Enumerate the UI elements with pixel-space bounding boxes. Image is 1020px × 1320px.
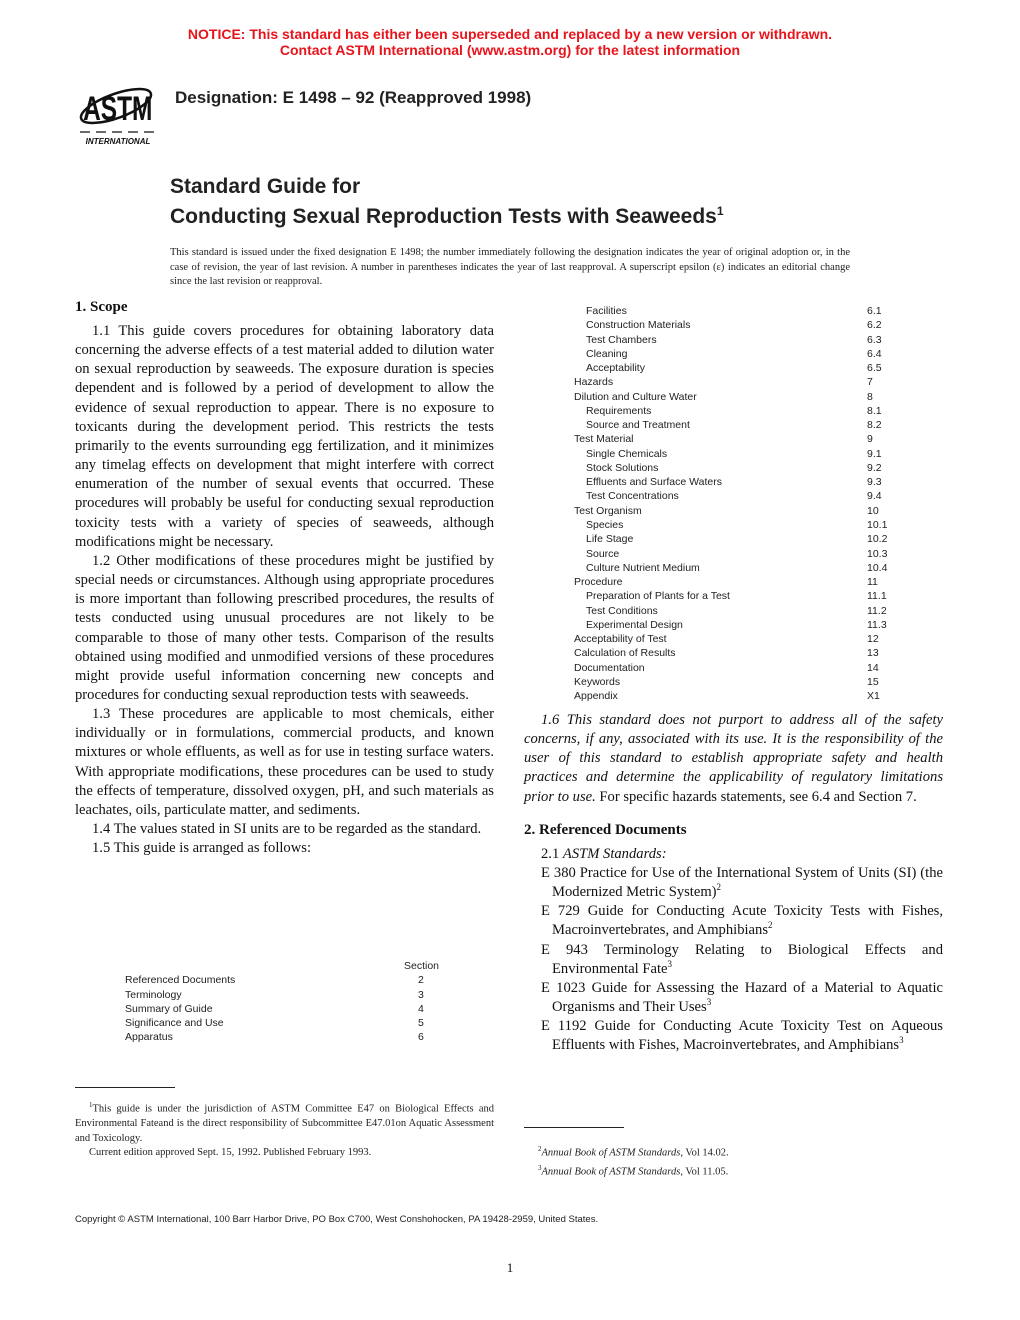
- toc-row: [574, 333, 894, 347]
- footnote-1-text: This guide is under the jurisdiction of ASTM Committee E47 on Biological Effects and Environmental Fateand is the direct responsibility of Subcommittee E47.01on Aquatic Assessment and Toxicology.: [75, 1103, 494, 1144]
- notice-line-1: NOTICE: This standard has either been superseded and replaced by a new version or withdrawn.: [187, 26, 833, 42]
- para-1-1: 1.1 This guide covers procedures for obtaining laboratory data concerning the adverse effects of a test material added to dilution water on sexual reproduction by seaweeds. The exposure duration is species dependent and is followed by a period of development to allow the evidence of sexual reproduction to appear. There is no exposure to toxicants during the development period. This restricts the tests primarily to the events surrounding egg fertilization, and it minimizes any timelag effects on development that might interfere with correct enumeration of the number of sexual events that occurred. These procedures will probably be useful for conducting sexual reproduction toxicity tests with a variety of species of seaweeds, although modifications might be necessary.: [75, 323, 494, 550]
- toc-label: Experimental Design: [586, 618, 683, 631]
- notice-line-2: Contact ASTM International (www.astm.org) for the latest information: [279, 42, 741, 58]
- sub-title: ASTM Standards:: [562, 845, 667, 862]
- toc-row: [125, 988, 445, 1002]
- toc-label: Preparation of Plants for a Test: [586, 590, 730, 603]
- toc-row: [574, 575, 894, 589]
- sub-number: 2.1: [541, 845, 560, 862]
- toc-section-number: 3: [418, 988, 424, 1001]
- footnote-1-edition: Current edition approved Sept. 15, 1992. Published February 1993.: [89, 1147, 372, 1158]
- reference-text: E 729 Guide for Conducting Acute Toxicity Tests with Fishes, Macroinvertebrates, and Amphibians: [541, 903, 943, 939]
- toc-row: [574, 418, 894, 432]
- toc-row: [574, 589, 894, 603]
- svg-text:ASTM: ASTM: [83, 90, 153, 129]
- toc-row: [125, 1030, 445, 1044]
- footnote-marker: 1: [89, 1101, 93, 1109]
- toc-section-number: 9.3: [867, 476, 882, 489]
- toc-label: Dilution and Culture Water: [574, 390, 697, 403]
- toc-section-number: 2: [418, 974, 424, 987]
- copyright: Copyright © ASTM International, 100 Barr Harbor Drive, PO Box C700, West Conshohocken, PA 19428-2959, United States.: [75, 1214, 599, 1225]
- scope-heading: 1. Scope: [75, 299, 128, 315]
- toc-label: Requirements: [586, 404, 652, 417]
- toc-section-number: 10.4: [867, 561, 888, 574]
- footnote-2-title: Annual Book of ASTM Standards: [541, 1147, 681, 1159]
- references-heading: 2. Referenced Documents: [524, 821, 687, 838]
- toc-label: Keywords: [574, 675, 621, 688]
- issuance-note: This standard is issued under the fixed designation E 1498; the number immediately following the designation indicates the year of original adoption or, in the case of revision, the year of last revision. A number in parentheses indicates the year of last reapproval. A superscript epsilon (ε) indicates an editorial change since the last revision or reapproval.: [170, 247, 850, 287]
- toc-label: Species: [586, 518, 624, 531]
- toc-label: Life Stage: [586, 533, 634, 546]
- designation: Designation: E 1498 – 92 (Reapproved 1998): [175, 88, 532, 107]
- toc-label: Acceptability: [586, 362, 645, 375]
- toc-section-number: 8.2: [867, 419, 882, 432]
- toc-row: [574, 461, 894, 475]
- toc-label: Single Chemicals: [586, 447, 668, 460]
- reference-footnote-ref[interactable]: 3: [667, 958, 673, 969]
- toc-label: Test Organism: [574, 504, 642, 517]
- toc-section-number: 9.2: [867, 461, 882, 474]
- toc-row: [125, 1016, 445, 1030]
- toc-row: [574, 604, 894, 618]
- references-subheading: [524, 845, 943, 864]
- footnote-1: [75, 1098, 494, 1161]
- toc-section-number: 6.1: [867, 305, 882, 317]
- toc-label: Test Chambers: [586, 333, 657, 346]
- toc-section-number: 10.3: [867, 547, 888, 560]
- toc-section-header: Section: [404, 960, 440, 972]
- toc-right: [574, 304, 894, 703]
- toc-label: Source and Treatment: [586, 419, 690, 432]
- footnote-2-vol: , Vol 14.02.: [680, 1147, 729, 1159]
- reference-item: [524, 979, 943, 1017]
- toc-label: Source: [586, 547, 620, 560]
- footnote-rule: [75, 1087, 175, 1088]
- footnote-2-marker: 2: [538, 1145, 542, 1153]
- toc-section-number: 7: [867, 376, 873, 389]
- toc-label: Terminology: [125, 988, 182, 1001]
- toc-row: [574, 561, 894, 575]
- toc-row: [574, 547, 894, 561]
- toc-section-number: 4: [418, 1002, 424, 1015]
- toc-label: Apparatus: [125, 1031, 173, 1044]
- toc-row: [574, 618, 894, 632]
- toc-row: [574, 675, 894, 689]
- reference-item: [524, 902, 943, 940]
- toc-row: [574, 632, 894, 646]
- reference-text: E 1192 Guide for Conducting Acute Toxicity Test on Aqueous Effluents with Fishes, Macroinvertebrates, and Amphibians: [541, 1018, 943, 1054]
- toc-row: [574, 646, 894, 660]
- toc-section-number: 11.3: [867, 618, 887, 631]
- reference-footnote-ref[interactable]: 2: [768, 920, 773, 931]
- toc-section-number: 11.1: [867, 590, 887, 603]
- toc-row: [574, 404, 894, 418]
- toc-row: [574, 432, 894, 446]
- toc-section-number: 6.3: [867, 333, 882, 346]
- toc-label: Referenced Documents: [125, 974, 236, 987]
- toc-row: [574, 347, 894, 361]
- toc-label: Calculation of Results: [574, 647, 676, 660]
- toc-row: [125, 1002, 445, 1016]
- reference-item: [524, 1017, 943, 1055]
- toc-section-number: 9: [867, 433, 873, 446]
- toc-label: Construction Materials: [586, 319, 691, 332]
- toc-section-number: 10.1: [867, 518, 888, 531]
- reference-footnote-ref[interactable]: 3: [899, 1035, 904, 1046]
- toc-row: [574, 661, 894, 675]
- toc-section-number: 11.2: [867, 604, 887, 617]
- title-line-1: Standard Guide for: [170, 175, 361, 198]
- toc-label: Appendix: [574, 690, 618, 703]
- reference-text: E 380 Practice for Use of the International System of Units (SI) (the Modernized Metric System): [541, 864, 943, 901]
- toc-label: Effluents and Surface Waters: [586, 476, 722, 489]
- toc-section-number: 10.2: [867, 533, 888, 546]
- toc-label: Acceptability of Test: [574, 633, 667, 646]
- toc-section-number: 6: [418, 1031, 424, 1044]
- reference-text: E 1023 Guide for Assessing the Hazard of a Material to Aquatic Organisms and Their Uses: [541, 979, 943, 1016]
- toc-section-number: 8: [867, 390, 873, 403]
- toc-label: Summary of Guide: [125, 1002, 213, 1015]
- left-column: [75, 298, 494, 858]
- para-1-6: [524, 711, 943, 807]
- footnote-3-vol: , Vol 11.05.: [680, 1166, 729, 1178]
- toc-label: Hazards: [574, 376, 614, 389]
- title-line-2: Conducting Sexual Reproduction Tests with Seaweeds: [170, 205, 717, 228]
- toc-section-number: 14: [867, 661, 879, 674]
- toc-section-number: 6.4: [867, 347, 882, 360]
- toc-label: Procedure: [574, 576, 623, 589]
- toc-section-number: 5: [418, 1017, 424, 1030]
- toc-row: [574, 504, 894, 518]
- toc-row: [574, 318, 894, 332]
- reference-item: [524, 864, 943, 902]
- title-footnote-ref[interactable]: 1: [716, 204, 724, 218]
- toc-row: [574, 390, 894, 404]
- footnote-rule-2: [524, 1127, 624, 1128]
- toc-label: Significance and Use: [125, 1017, 224, 1030]
- document-title: [170, 174, 724, 229]
- toc-section-number: 15: [867, 675, 879, 688]
- toc-row: [574, 475, 894, 489]
- toc-label: Stock Solutions: [586, 461, 659, 474]
- toc-row: [574, 375, 894, 389]
- toc-left: [125, 959, 445, 1045]
- para-1-4: 1.4 The values stated in SI units are to be regarded as the standard.: [92, 821, 482, 838]
- page-number: 1: [506, 1260, 514, 1275]
- toc-section-number: 12: [867, 633, 879, 646]
- toc-row: [574, 689, 894, 703]
- right-column: [524, 711, 943, 1056]
- toc-row: [574, 447, 894, 461]
- toc-row: [574, 361, 894, 375]
- toc-label: Cleaning: [586, 347, 628, 360]
- toc-label: Test Material: [574, 433, 634, 446]
- toc-label: Facilities: [586, 305, 627, 317]
- toc-row: [574, 489, 894, 503]
- footnote-3-marker: 3: [538, 1164, 542, 1172]
- reference-text: E 943 Terminology Relating to Biological Effects and Environmental Fate: [541, 941, 943, 977]
- reference-footnote-ref[interactable]: 3: [706, 997, 712, 1008]
- toc-section-number: 9.1: [867, 447, 882, 460]
- withdrawal-notice: [0, 26, 1020, 58]
- toc-section-number: 11: [867, 576, 878, 589]
- toc-section-number: 6.5: [867, 362, 882, 375]
- toc-label: Test Concentrations: [586, 490, 679, 503]
- toc-section-number: 13: [867, 647, 879, 660]
- toc-section-number: 10: [867, 504, 879, 517]
- toc-row: [574, 304, 894, 318]
- safety-statement: 1.6 This standard does not purport to address all of the safety concerns, if any, associated with its use. It is the responsibility of the user of this standard to establish appropriate safety and health practices and determine the applicability of regulatory limitations prior to use.: [524, 712, 943, 805]
- safety-statement-rest: For specific hazards statements, see 6.4 and Section 7.: [595, 788, 917, 805]
- reference-footnote-ref[interactable]: 2: [716, 882, 722, 893]
- toc-row: [574, 532, 894, 546]
- para-1-5: 1.5 This guide is arranged as follows:: [92, 840, 312, 857]
- para-1-3: 1.3 These procedures are applicable to most chemicals, either individually or in formulations, commercial products, and known mixtures or whole effluents, as well as for use in testing surface waters. With appropriate modifications, these procedures can be used to study the effects of temperature, dissolved oxygen, pH, and such materials as leachates, oils, particulate matter, and sediments.: [75, 706, 494, 818]
- toc-section-number: X1: [867, 690, 880, 703]
- footnotes-right: [538, 1142, 938, 1180]
- toc-label: Test Conditions: [586, 604, 658, 617]
- toc-row: [125, 973, 445, 987]
- reference-item: [524, 941, 943, 979]
- toc-label: Documentation: [574, 661, 645, 674]
- footnote-3-title: Annual Book of ASTM Standards: [541, 1166, 681, 1178]
- toc-section-number: 6.2: [867, 319, 882, 332]
- svg-text:INTERNATIONAL: INTERNATIONAL: [85, 137, 151, 146]
- toc-section-number: 9.4: [867, 490, 882, 503]
- toc-section-number: 8.1: [867, 404, 882, 417]
- toc-row: [574, 518, 894, 532]
- astm-logo: [76, 76, 160, 148]
- toc-label: Culture Nutrient Medium: [586, 561, 700, 574]
- para-1-2: 1.2 Other modifications of these procedures might be justified by special needs or circumstances. Although using appropriate procedures is more important than following prescribed procedures, the results of tests conducted using unusual procedures are not likely to be comparable to those of many other tests. Comparison of the results obtained using modified and unmodified versions of these procedures might provide useful information concerning new concepts and procedures for conducting sexual reproduction tests with seaweeds.: [75, 552, 494, 703]
